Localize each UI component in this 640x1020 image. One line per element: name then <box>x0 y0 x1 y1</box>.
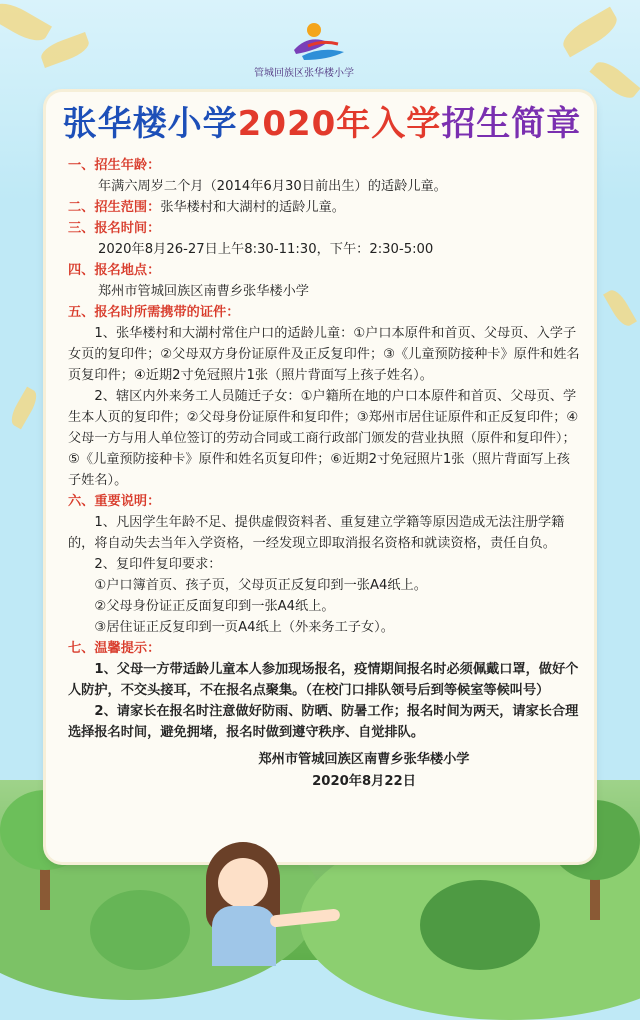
title-part-2: 2020年入学 <box>237 104 442 144</box>
girl-illustration-face <box>218 858 268 908</box>
school-logo-icon <box>288 20 348 64</box>
section-1-text: 年满六周岁二个月（2014年6月30日前出生）的适龄儿童。 <box>98 179 447 194</box>
title-part-1: 张华楼小学 <box>62 104 238 144</box>
section-1-heading: 一、招生年龄： <box>68 158 161 173</box>
section-5-paragraph-2: 2、辖区内外来务工人员随迁子女：①户籍所在地的户口本原件和首页、父母页、学生本人页的复印件；②父母身份证原件和复印件；③郑州市居住证原件和正反复印件；④父母一方与用人单位签订的劳动合同或工商行政部门颁发的营业执照（原件和复印件）；⑤《儿童预防接种卡》原件和姓名页复印件；⑥近期2寸免冠照片1张（照片背面写上孩子姓名）。 <box>68 389 579 488</box>
section-2-heading: 二、招生范围： <box>68 200 161 215</box>
section-4-text: 郑州市管城回族区南曹乡张华楼小学 <box>98 284 309 299</box>
page-title <box>62 96 582 145</box>
section-6-item-2: ②父母身份证正反面复印到一张A4纸上。 <box>94 599 335 614</box>
section-7-paragraph-1: 1、父母一方带适龄儿童本人参加现场报名，疫情期间报名时必须佩戴口罩，做好个人防护，不交头接耳，不在报名点聚集。（在校门口排队领号后到等候室等候叫号） <box>68 662 579 698</box>
section-3-heading: 三、报名时间： <box>68 221 161 236</box>
section-2-text: 张华楼村和大湖村的适龄儿童。 <box>160 200 345 215</box>
section-6-paragraph-2: 2、复印件复印要求： <box>94 557 222 572</box>
logo-text: 管城回族区张华楼小学 <box>254 68 354 79</box>
section-4-heading: 四、报名地点： <box>68 263 161 278</box>
section-7-heading: 七、温馨提示： <box>68 641 161 656</box>
title-part-3: 招生简章 <box>441 104 582 144</box>
section-5-paragraph-1: 1、张华楼村和大湖村常住户口的适龄儿童：①户口本原件和首页、父母页、入学子女页的复印件；②父母双方身份证原件及正反复印件；③《儿童预防接种卡》原件和姓名页复印件；④近期2寸免冠照片1张（照片背面写上孩子姓名）。 <box>68 326 580 383</box>
signature-block <box>68 749 580 793</box>
section-6-paragraph-1: 1、凡因学生年龄不足、提供虚假资料者、重复建立学籍等原因造成无法注册学籍的，将自动失去当年入学资格，一经发现立即取消报名资格和就读资格，责任自负。 <box>68 515 565 551</box>
section-6-item-3: ③居住证正反复印到一页A4纸上（外来务工子女）。 <box>94 620 394 635</box>
signature-org: 郑州市管城回族区南曹乡张华楼小学 <box>258 752 470 767</box>
signature-date: 2020年8月22日 <box>312 774 416 789</box>
section-2 <box>68 197 580 218</box>
decor-leaf <box>603 287 637 330</box>
section-6-heading: 六、重要说明： <box>68 494 161 509</box>
notice-content <box>68 155 580 793</box>
section-5-heading: 五、报名时所需携带的证件： <box>68 305 240 320</box>
section-6-item-1: ①户口簿首页、孩子页，父母页正反复印到一张A4纸上。 <box>94 578 427 593</box>
decor-leaf <box>7 387 41 430</box>
decor-bush <box>420 880 540 970</box>
decor-bush <box>90 890 190 970</box>
girl-illustration-body <box>212 906 276 966</box>
section-7-paragraph-2: 2、请家长在报名时注意做好防雨、防晒、防暑工作；报名时间为两天，请家长合理选择报名时间，避免拥堵，报名时做到遵守秩序、自觉排队。 <box>68 704 579 740</box>
section-3-text: 2020年8月26-27日上午8:30-11:30，下午：2:30-5:00 <box>98 242 434 257</box>
